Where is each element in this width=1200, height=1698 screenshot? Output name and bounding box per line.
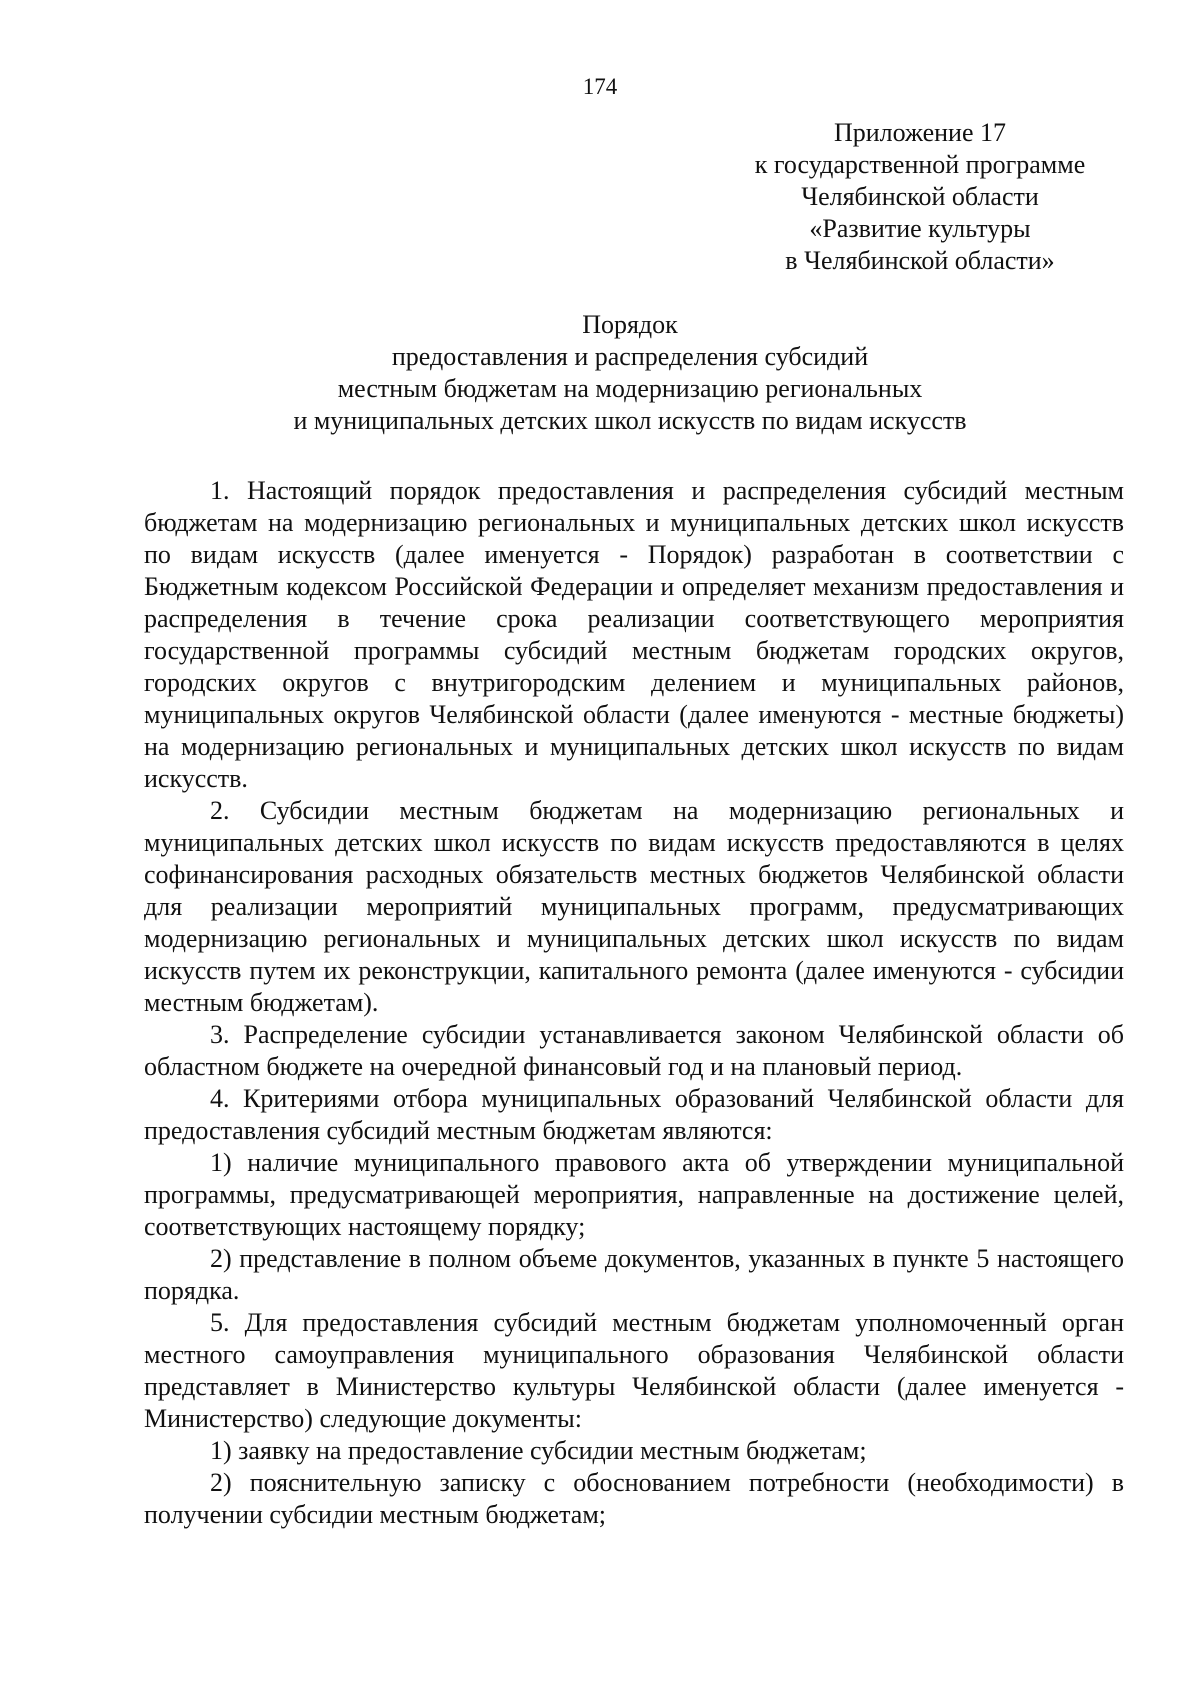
appendix-line: Приложение 17 (833, 118, 1007, 147)
appendix-header (720, 117, 1120, 277)
paragraph-5-item-2: 2) пояснительную записку с обоснованием потребности (необходимости) в получении субсидии местным бюджетам; (144, 1468, 1124, 1529)
paragraph-4-item-1: 1) наличие муниципального правового акта об утверждении муниципальной программы, предусматривающей мероприятия, направленные на достижение целей, соответствующих настоящему порядку; (144, 1148, 1124, 1241)
page-number: 174 (582, 74, 618, 99)
paragraph-4: 4. Критериями отбора муниципальных образований Челябинской области для предоставления субсидий местным бюджетам являются: (144, 1084, 1124, 1145)
document-body (144, 475, 1124, 1531)
title-line: предоставления и распределения субсидий (391, 342, 869, 371)
appendix-line: в Челябинской области» (785, 246, 1055, 275)
title-line: и муниципальных детских школ искусств по видам искусств (293, 406, 967, 435)
title-line: Порядок (582, 310, 678, 339)
paragraph-5-item-1: 1) заявку на предоставление субсидии местным бюджетам; (210, 1436, 867, 1465)
document-title (0, 309, 1200, 437)
paragraph-4-item-2: 2) представление в полном объеме документов, указанных в пункте 5 настоящего порядка. (144, 1244, 1124, 1305)
appendix-line: Челябинской области (801, 182, 1039, 211)
paragraph-5: 5. Для предоставления субсидий местным бюджетам уполномоченный орган местного самоуправления муниципального образования Челябинской области представляет в Министерство культуры Челябинской области (далее именуется - Министерство) следующие документы: (144, 1308, 1124, 1433)
appendix-line: «Развитие культуры (809, 214, 1031, 243)
paragraph-2: 2. Субсидии местным бюджетам на модернизацию региональных и муниципальных детских школ искусств по видам искусств предоставляются в целях софинансирования расходных обязательств местных бюджетов Челябинской области для реализации мероприятий муниципальных программ, предусматривающих модернизацию региональных и муниципальных детских школ искусств по видам искусств путем их реконструкции, капитального ремонта (далее именуются - субсидии местным бюджетам). (144, 796, 1124, 1017)
appendix-line: к государственной программе (754, 150, 1086, 179)
paragraph-3: 3. Распределение субсидии устанавливается законом Челябинской области об областном бюджете на очередной финансовый год и на плановый период. (144, 1020, 1124, 1081)
title-line: местным бюджетам на модернизацию региональных (337, 374, 923, 403)
paragraph-1: 1. Настоящий порядок предоставления и распределения субсидий местным бюджетам на модернизацию региональных и муниципальных детских школ искусств по видам искусств (далее именуется - Порядок) разработан в соответствии с Бюджетным кодексом Российской Федерации и определяет механизм предоставления и распределения в течение срока реализации соответствующего мероприятия государственной программы субсидий местным бюджетам городских округов, городских округов с внутригородским делением и муниципальных районов, муниципальных округов Челябинской области (далее именуются - местные бюджеты) на модернизацию региональных и муниципальных детских школ искусств по видам искусств. (144, 476, 1124, 793)
